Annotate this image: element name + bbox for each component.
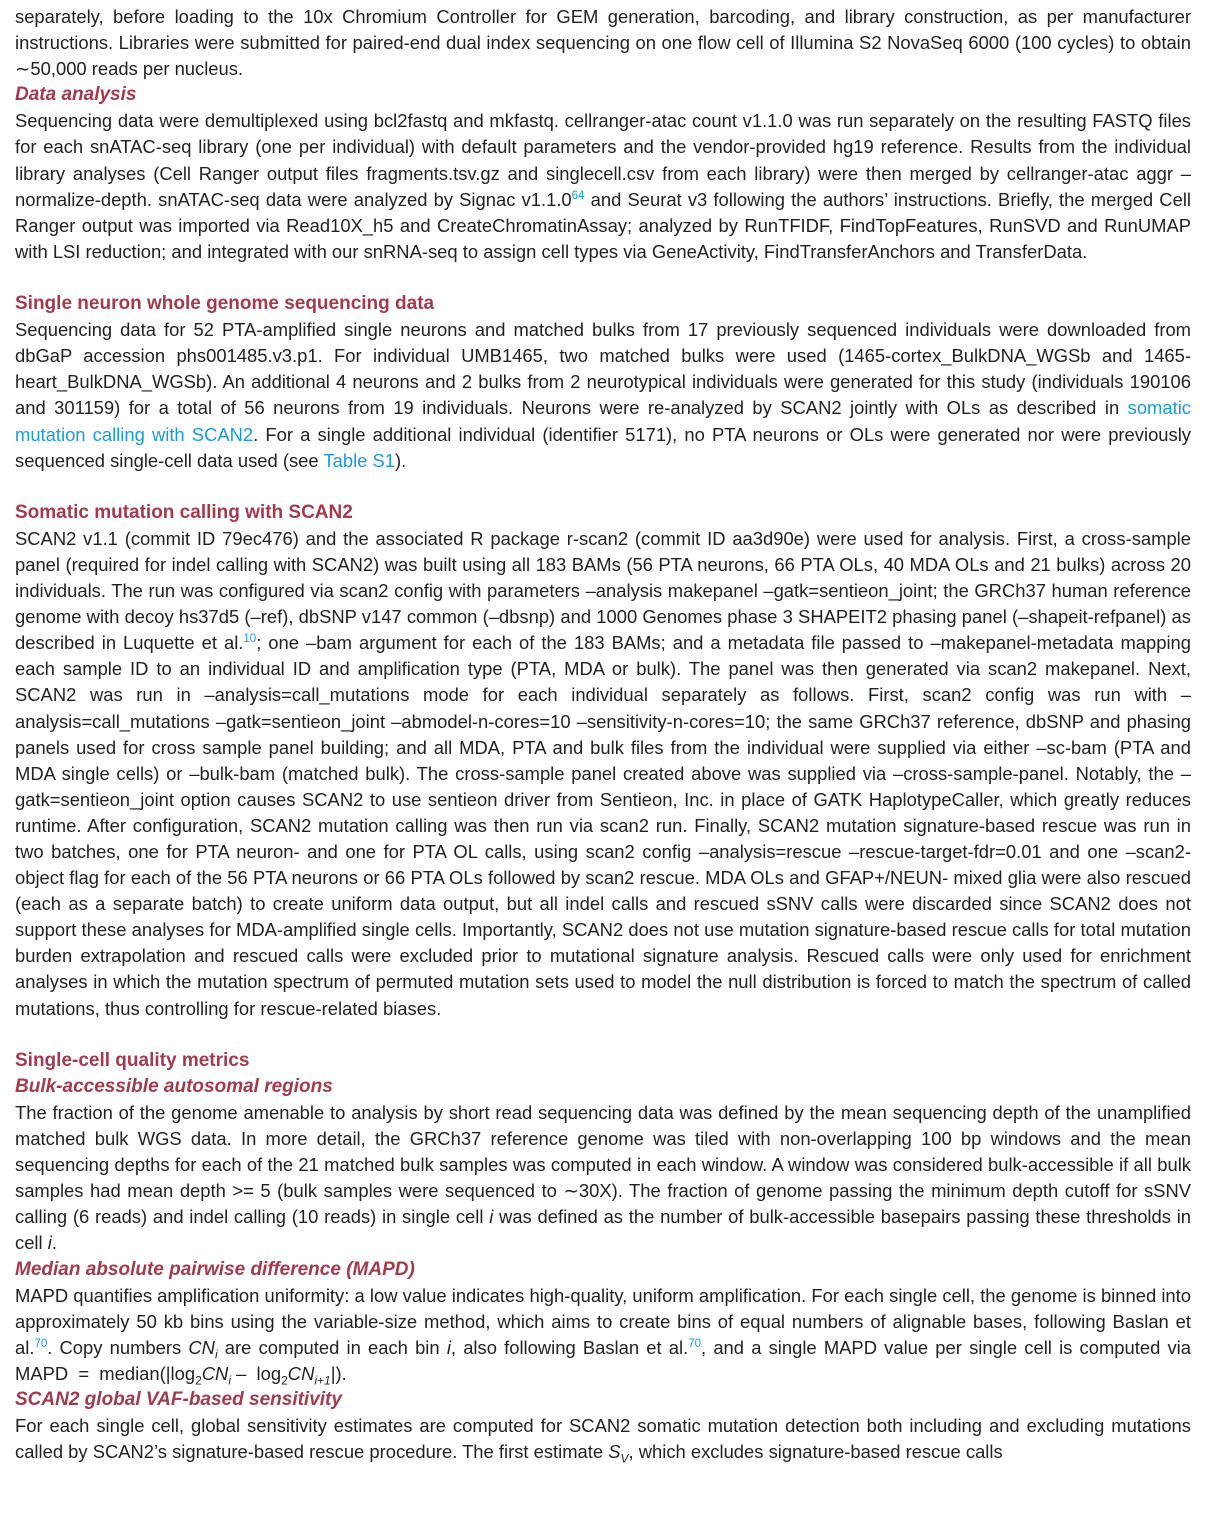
subheading-data-analysis: Data analysis bbox=[15, 84, 137, 106]
paragraph-single-neuron: Sequencing data for 52 PTA-amplified single neurons and matched bulks from 17 previously sequenced individuals were downloaded from dbGaP accession phs001485.v3.p1. For individual UMB1465, two matched bulks were used (1465-cortex_BulkDNA_WGSb and 1465-heart_BulkDNA_WGSb). An additional 4 neurons and 2 bulks from 2 neurotypical individuals were generated for this study (individuals 190106 and 301159) for a total of 56 neurons from 19 individuals. Neurons were re-analyzed by SCAN2 jointly with OLs as described in somatic mutation calling with SCAN2. For a single additional individual (identifier 5171), no PTA neurons or OLs were generated nor were previously sequenced single-cell data used (see Table S1). bbox=[15, 319, 1191, 471]
document-page bbox=[15, 4, 1191, 1465]
citation-10[interactable]: 10 bbox=[243, 633, 257, 646]
heading-somatic-mutation: Somatic mutation calling with SCAN2 bbox=[15, 501, 353, 523]
paragraph-scan2-sensitivity: For each single cell, global sensitivity estimates are computed for SCAN2 somatic mutation detection both including and excluding mutations called by SCAN2’s signature-based rescue procedure. The first estimate $S_V$, which excludes signature-based rescue calls bbox=[15, 1415, 1191, 1466]
citation-70b[interactable]: 70 bbox=[688, 1337, 702, 1350]
heading-single-neuron: Single neuron whole genome sequencing data bbox=[15, 293, 435, 315]
paragraph-mapd: MAPD quantifies amplification uniformity: a low value indicates high-quality, uniform amplification. For each single cell, the genome is binned into approximately 50 kb bins using the variable-size method, which aims to create bins of equal numbers of alignable bases, following Baslan et al.$^{70}$. Copy numbers $CN_i$ are computed in each bin i, also following Baslan et al.$^{70}$, and a single MAPD value per single cell is computed via MAPD = $median(|\log_2CN_i - \log_2CN_{i+1}|)$. bbox=[15, 1284, 1191, 1388]
paragraph-intro: separately, before loading to the 10x Chromium Controller for GEM generation, barcoding, and library construction, as per manufacturer instructions. Libraries were submitted for paired-end dual index sequencing on one flow cell of Illumina S2 NovaSeq 6000 (100 cycles) to obtain ∼50,000 reads per nucleus. bbox=[15, 6, 1191, 80]
paragraph-bulk-accessible: The fraction of the genome amenable to analysis by short read sequencing data was defined by the mean sequencing depth of the unamplified matched bulk WGS data. In more detail, the GRCh37 reference genome was tiled with non-overlapping 100 bp windows and the mean sequencing depths for each of the 21 matched bulk samples was computed in each window. A window was considered bulk-accessible if all bulk samples had mean depth >= 5 (bulk samples were sequenced to ∼30X). The fraction of genome passing the minimum depth cutoff for sSNV calling (6 reads) and indel calling (10 reads) in single cell i was defined as the number of bulk-accessible basepairs passing these thresholds in cell i. bbox=[15, 1101, 1192, 1254]
citation-64[interactable]: 64 bbox=[571, 189, 585, 202]
citation-70[interactable]: 70 bbox=[34, 1337, 48, 1350]
paragraph-data-analysis: Sequencing data were demultiplexed using bcl2fastq and mkfastq. cellranger-atac count v1.1.0 was run separately on the resulting FASTQ files for each snATAC-seq library (one per individual) with default parameters and the vendor-provided hg19 reference. Results from the individual library analyses (Cell Ranger output files fragments.tsv.gz and singlecell.csv from each library) were then merged by cellranger-atac aggr –normalize-depth. snATAC-seq data were analyzed by Signac v1.1.0$^{64}$ and Seurat v3 following the authors’ instructions. Briefly, the merged Cell Ranger output was imported via Read10X_h5 and CreateChromatinAssay; analyzed by RunTFIDF, FindTopFeatures, RunSVD and RunUMAP with LSI reduction; and integrated with our snRNA-seq to assign cell types via GeneActivity, FindTransferAnchors and TransferData. bbox=[15, 110, 1191, 262]
link-somatic-mutation-calling[interactable]: somatic mutation calling with SCAN2 bbox=[15, 397, 1191, 445]
subheading-scan2-sensitivity: SCAN2 global VAF-based sensitivity bbox=[15, 1388, 342, 1410]
subheading-mapd: Median absolute pairwise difference (MAPD) bbox=[15, 1258, 415, 1280]
paragraph-somatic-mutation: SCAN2 v1.1 (commit ID 79ec476) and the associated R package r-scan2 (commit ID aa3d90e) were used for analysis. First, a cross-sample panel (required for indel calling with SCAN2) was built using all 183 BAMs (56 PTA neurons, 66 PTA OLs, 40 MDA OLs and 21 bulks) across 20 individuals. The run was configured via scan2 config with parameters –analysis makepanel –gatk=sentieon_joint; the GRCh37 human reference genome with decoy hs37d5 (–ref), dbSNP v147 common (–dbsnp) and 1000 Genomes phase 3 SHAPEIT2 phasing panel (–shapeit-refpanel) as described in Luquette et al.$^{10}$; one –bam argument for each of the 183 BAMs; and a metadata file passed to –makepanel-metadata mapping each sample ID to an individual ID and amplification type (PTA, MDA or bulk). The panel was then generated via scan2 makepanel. Next, SCAN2 was run in –analysis=call_mutations mode for each individual separately as follows. First, scan2 config was run with –analysis=call_mutations –gatk=sentieon_joint –abmodel-n-cores=10 –sensitivity-n-cores=10; the same GRCh37 reference, dbSNP and phasing panels used for cross sample panel building; and all MDA, PTA and bulk files from the individual were supplied via either –sc-bam (PTA and MDA single cells) or –bulk-bam (matched bulk). The cross-sample panel created above was supplied via –cross-sample-panel. Notably, the –gatk=sentieon_joint option causes SCAN2 to use sentieon driver from Sentieon, Inc. in place of GATK HaplotypeCaller, which greatly reduces runtime. After configuration, SCAN2 mutation calling was then run via scan2 run. Finally, SCAN2 mutation signature-based rescue was run in two batches, one for PTA neuron- and one for PTA OL calls, using scan2 config –analysis=rescue –rescue-target-fdr=0.01 and one –scan2-object flag for each of the 56 PTA neurons or 66 PTA OLs followed by scan2 rescue. MDA OLs and GFAP+/NEUN- mixed glia were also rescued (each as a separate batch) to create uniform data output, but all indel calls and rescued sSNV calls were discarded since SCAN2 does not support these analyses for MDA-amplified single cells. Importantly, SCAN2 does not use mutation signature-based rescue calls for total mutation burden extrapolation and rescued calls were excluded prior to mutational signature analysis. Rescued calls were only used for enrichment analyses in which the mutation spectrum of permuted mutation sets used to model the null distribution is forced to match the spectrum of called mutations, thus controlling for rescue-related biases. bbox=[15, 527, 1191, 1019]
subheading-bulk-accessible: Bulk-accessible autosomal regions bbox=[15, 1075, 333, 1097]
heading-quality-metrics: Single-cell quality metrics bbox=[15, 1049, 250, 1071]
link-table-s1[interactable]: Table S1 bbox=[323, 449, 395, 471]
